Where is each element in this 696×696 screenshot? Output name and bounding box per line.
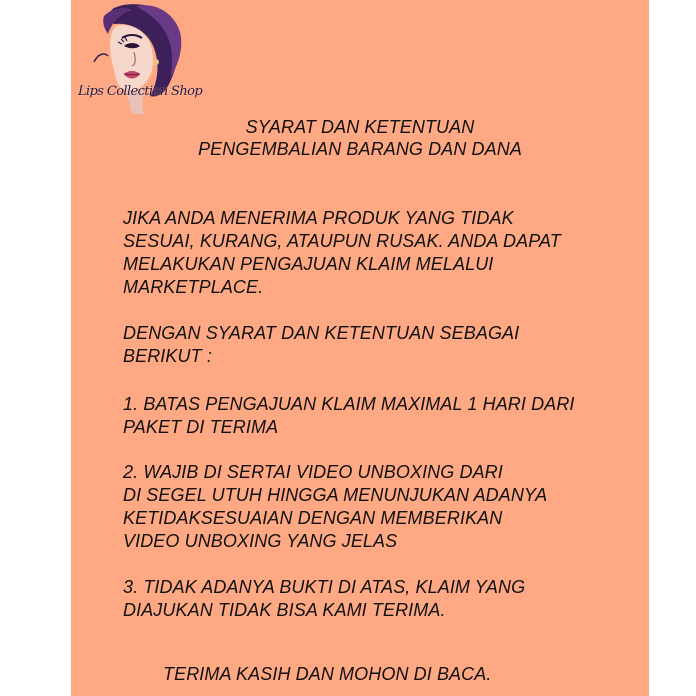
conditions-intro-line-2: BERIKUT : <box>123 346 212 366</box>
intro-line-2: SESUAI, KURANG, ATAUPUN RUSAK. ANDA DAPAT <box>123 231 561 251</box>
intro-line-3: MELAKUKAN PENGAJUAN KLAIM MELALUI <box>123 254 494 274</box>
closing-message: TERIMA KASIH DAN MOHON DI BACA. <box>163 664 492 684</box>
rule-1-line-1: 1. BATAS PENGAJUAN KLAIM MAXIMAL 1 HARI DARI <box>123 394 575 414</box>
rule-2-line-1: 2. WAJIB DI SERTAI VIDEO UNBOXING DARI <box>123 462 503 482</box>
intro-line-1: JIKA ANDA MENERIMA PRODUK YANG TIDAK <box>123 208 514 228</box>
conditions-intro-line-1: DENGAN SYARAT DAN KETENTUAN SEBAGAI <box>123 323 520 343</box>
rule-2-line-3: KETIDAKSESUAIAN DENGAN MEMBERIKAN <box>123 508 503 528</box>
face-illustration-icon <box>74 2 206 120</box>
rule-2-line-4: VIDEO UNBOXING YANG JELAS <box>123 531 398 551</box>
rule-3-line-1: 3. TIDAK ADANYA BUKTI DI ATAS, KLAIM YANG <box>123 577 526 597</box>
intro-line-4: MARKETPLACE. <box>123 277 264 297</box>
rule-1-line-2: PAKET DI TERIMA <box>123 417 279 437</box>
brand-name: Lips Collection Shop <box>77 84 203 99</box>
rule-3-line-2: DIAJUKAN TIDAK BISA KAMI TERIMA. <box>123 600 446 620</box>
rule-2-line-2: DI SEGEL UTUH HINGGA MENUNJUKAN ADANYA <box>123 485 548 505</box>
page-title-line-2: PENGEMBALIAN BARANG DAN DANA <box>198 139 522 159</box>
brand-logo <box>74 2 206 120</box>
page-title-line-1: SYARAT DAN KETENTUAN <box>245 117 475 137</box>
